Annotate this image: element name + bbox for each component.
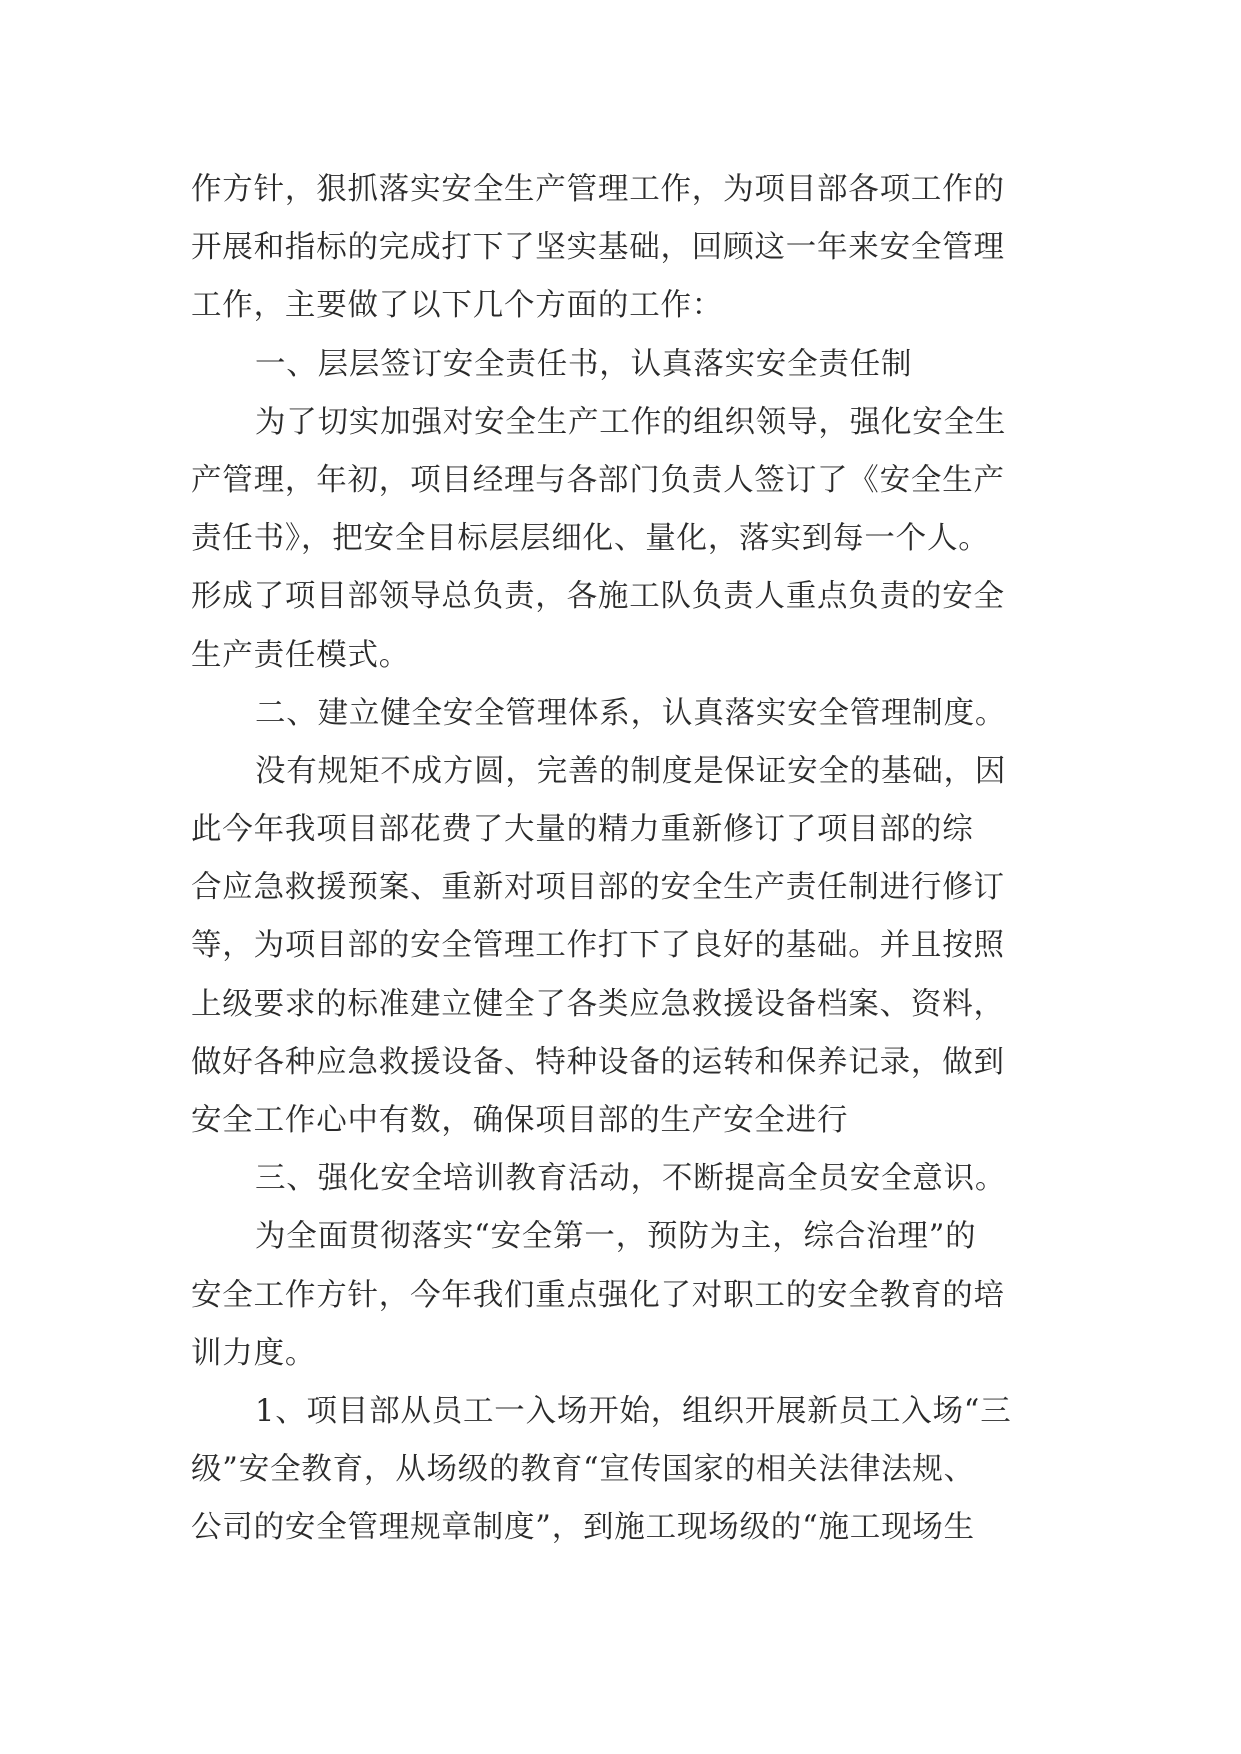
text-line: 作方针，狠抓落实安全生产管理工作，为项目部各项工作的	[191, 172, 1005, 207]
text-line: 为了切实加强对安全生产工作的组织领导，强化安全生	[255, 404, 1007, 440]
text-line: 生产责任模式。	[191, 637, 411, 673]
section-heading-2: 二、建立健全安全管理体系，认真落实安全管理制度。	[255, 695, 1007, 731]
text-line: 安全工作方针，今年我们重点强化了对职工的安全教育的培	[191, 1277, 1005, 1313]
section-heading-1: 一、层层签订安全责任书，认真落实安全责任制	[255, 346, 913, 382]
text-line: 开展和指标的完成打下了坚实基础，回顾这一年来安全管理	[191, 230, 1005, 266]
body-text	[191, 161, 1071, 1558]
text-line: 训力度。	[191, 1335, 317, 1371]
text-line: 合应急救援预案、重新对项目部的安全生产责任制进行修订	[191, 870, 1005, 906]
text-line: 工作，主要做了以下几个方面的工作：	[191, 288, 724, 324]
text-line: 级”安全教育，从场级的教育“宣传国家的相关法律法规、	[191, 1452, 975, 1488]
text-line: 安全工作心中有数，确保项目部的生产安全进行	[191, 1103, 849, 1138]
text-line: 为全面贯彻落实“安全第一，预防为主，综合治理”的	[255, 1219, 977, 1255]
text-line: 公司的安全管理规章制度”，到施工现场级的“施工现场生	[191, 1510, 975, 1546]
text-line: 做好各种应急救援设备、特种设备的运转和保养记录，做到	[191, 1044, 1005, 1080]
numbered-item-1: 1、项目部从员工一入场开始，组织开展新员工入场“三	[255, 1393, 1012, 1429]
section-heading-3: 三、强化安全培训教育活动，不断提高全员安全意识。	[255, 1161, 1007, 1197]
text-line: 形成了项目部领导总负责，各施工队负责人重点负责的安全	[191, 579, 1005, 615]
text-line: 没有规矩不成方圆，完善的制度是保证安全的基础，因	[255, 753, 1007, 789]
text-line: 上级要求的标准建立健全了各类应急救援设备档案、资料，	[191, 986, 1005, 1022]
text-line: 此今年我项目部花费了大量的精力重新修订了项目部的综	[191, 812, 974, 848]
text-line: 责任书》，把安全目标层层细化、量化，落实到每一个人。	[191, 521, 990, 557]
text-line: 等，为项目部的安全管理工作打下了良好的基础。并且按照	[191, 928, 1005, 964]
text-line: 产管理，年初，项目经理与各部门负责人签订了《安全生产	[191, 462, 1005, 498]
